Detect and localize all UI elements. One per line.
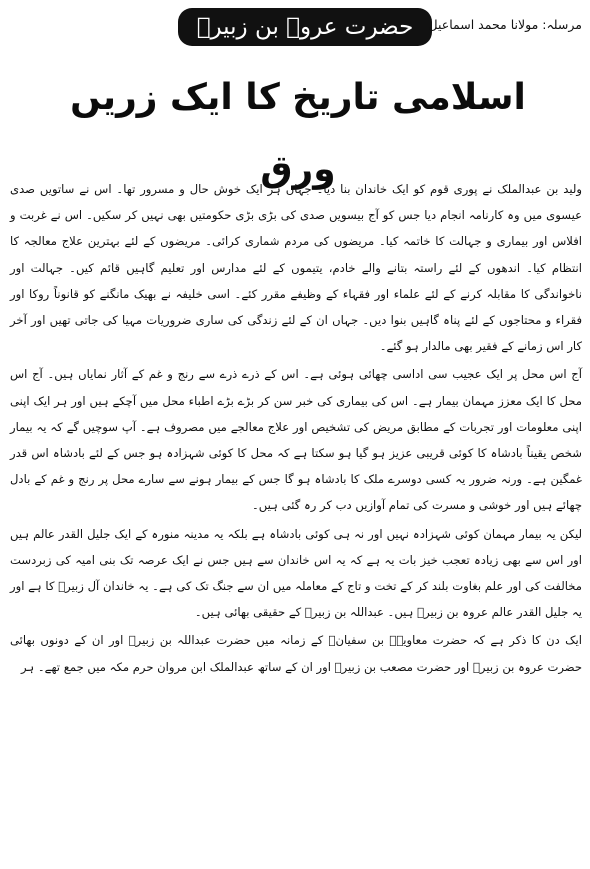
author-credit: مرسلہ: مولانا محمد اسماعیل (428, 17, 582, 32)
paragraph: لیکن یہ بیمار مہمان کوئی شہزادہ نہیں اور نہ ہی کوئی بادشاہ ہے بلکہ یہ مدینہ منورہ کے ایک جلیل القدر عالم ہیں اور اس سے بھی زیادہ تعجب خیز بات یہ ہے کہ یہ اس خاندان سے ہیں جس نے ایک عرصہ تک بنی امیہ کی زبردست مخالفت کی اور علم بغاوت بلند کر کے تخت و تاج کے معاملہ میں ان سے جنگ تک کی ہے۔ یہ خاندان آل زبیرؓ کا ہے اور یہ جلیل القدر عالم عروہ بن زبیرؒ ہیں۔ عبداللہ بن زبیرؓ کے حقیقی بھائی ہیں۔ (10, 526, 582, 620)
paragraph: ولید بن عبدالملک نے پوری قوم کو ایک خاندان بنا دیا۔ جہاں ہر ایک خوش حال و مسرور تھا۔ اس نے ساتویں صدی عیسوی میں وہ کارنامہ انجام دیا جس کو آج بیسویں صدی کی بڑی بڑی حکومتیں بھی نہیں کر سکیں۔ اس نے غربت و افلاس اور بیماری و جہالت کا خاتمہ کیا۔ مریضوں کی مردم شماری کرائی۔ مریضوں کے لئے بہترین علاج معالجہ کا انتظام کیا۔ اندھوں کے لئے راستہ بتانے والے خادم، یتیموں کے لئے مدارس اور تعلیم گاہیں قائم کیں۔ جہالت اور ناخواندگی کا مقابلہ کرنے کے لئے علماء اور فقہاء کے وظیفے مقرر کئے۔ اسی خلیفہ نے بھیک مانگنے کو قانوناً روکا اور فقراء و محتاجوں کے لئے پناہ گاہیں بنوا دیں۔ جہاں ان کے لئے زندگی کی ساری ضروریات مہیا کی جاتی تھیں اور آخر کار اس زمانے کے فقیر بھی مالدار ہو گئے۔ (10, 182, 582, 354)
article-title: اسلامی تاریخ کا ایک زریں ورق (70, 77, 526, 190)
series-title-banner: حضرت عروہ بن زبیرؓ (178, 8, 432, 46)
paragraph: ایک دن کا ذکر ہے کہ حضرت معاویہؓ بن سفیانؓ کے زمانہ میں حضرت عبداللہ بن زبیرؓ اور ان کے دونوں بھائی حضرت عروہ بن زبیرؒ اور حضرت مصعب بن زبیرؓ اور ان کے ساتھ عبدالملک ابن مروان حرم مکہ میں جمع تھے۔ ہر (10, 633, 582, 674)
article-body (10, 176, 582, 682)
article-header (0, 6, 590, 50)
paragraph: آج اس محل پر ایک عجیب سی اداسی چھائی ہوئی ہے۔ اس کے ذرے ذرے سے رنج و غم کے آثار نمایاں ہیں۔ آج اس محل کا ایک معزز مہمان بیمار ہے۔ اس کی بیماری کی خبر سن کر بڑے بڑے اطباء محل میں آچکے ہیں اور ہر ایک اپنی اپنی معلومات اور تجربات کے مطابق مریض کی تشخیص اور علاج معالجے میں مصروف ہے۔ آپ سوچیں گے کہ یہ بیمار شخص یقیناً بادشاہ کا کوئی قریبی عزیز ہو گیا ہو سکتا ہے کہ محل کا کوئی شہزادہ ہو جس کے لئے بادشاہ اس قدر غمگین ہے۔ ورنہ ضرور یہ کسی دوسرے ملک کا بادشاہ ہو گا جس کے بیمار ہونے سے سارے محل پر رنج و غم کے بادل چھائے ہیں اور خوشی و مسرت کی تمام آوازیں دب کر رہ گئی ہیں۔ (10, 367, 582, 513)
